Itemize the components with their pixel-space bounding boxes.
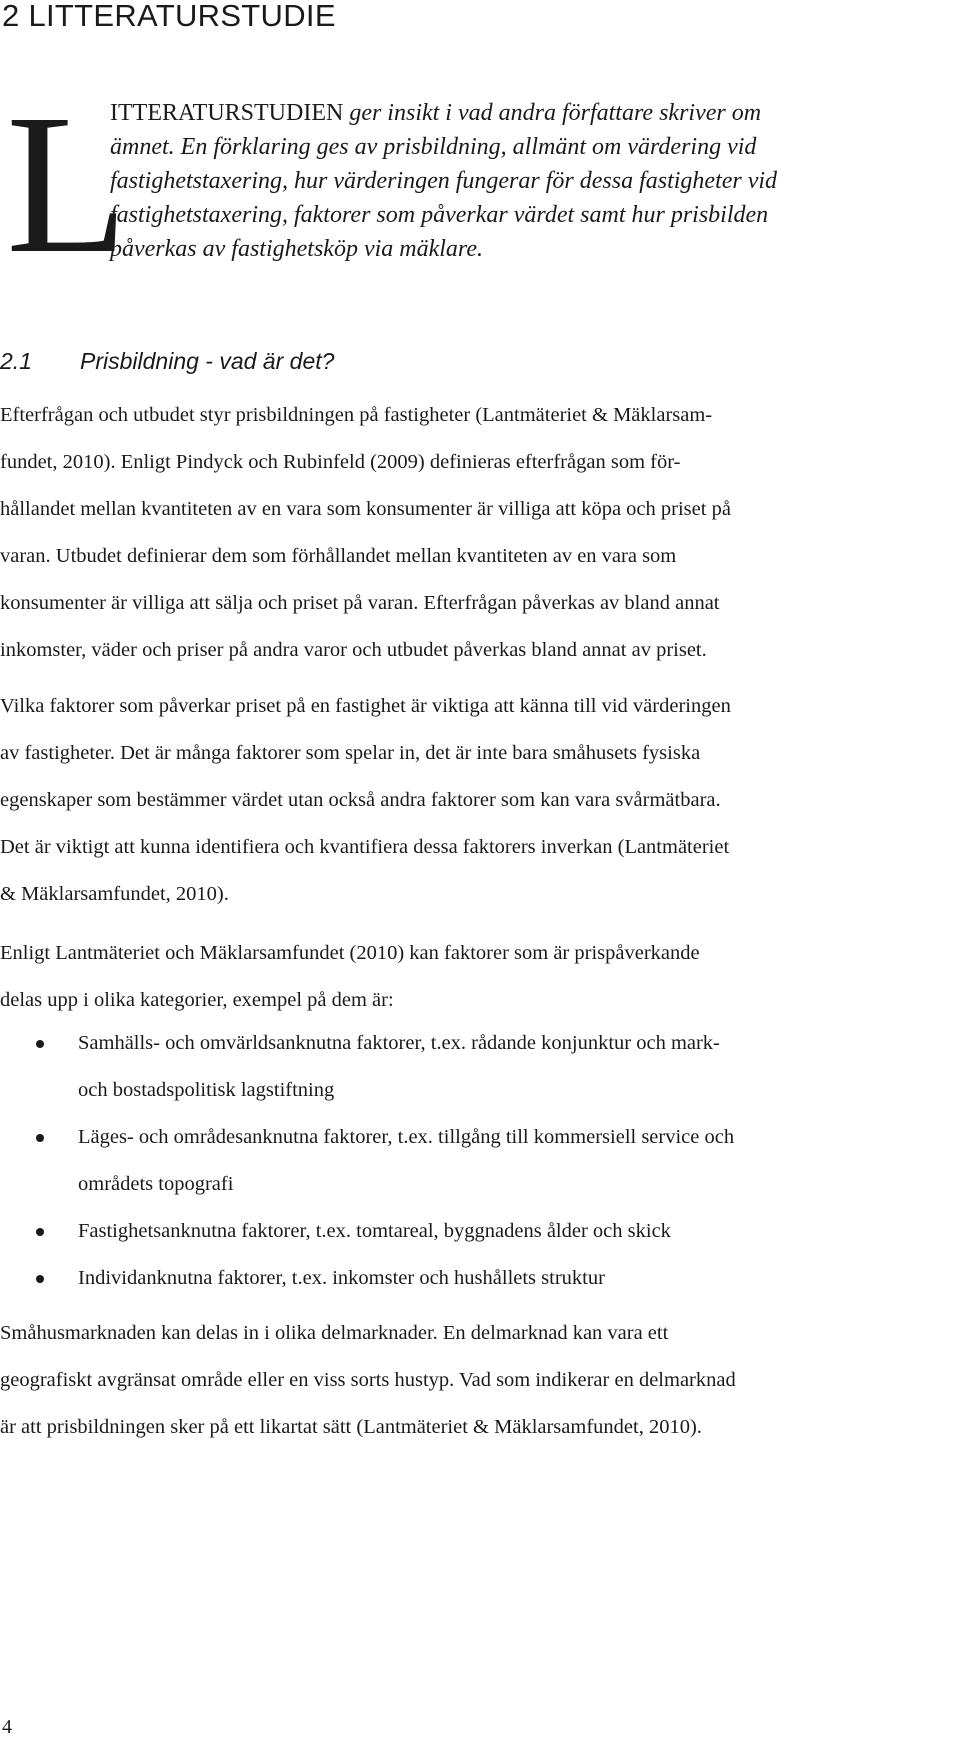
paragraph-line: av fastigheter. Det är många faktorer som spelar in, det är inte bara småhusets fysiska bbox=[0, 742, 701, 764]
paragraph-line: fundet, 2010). Enligt Pindyck och Rubinfeld (2009) definieras efterfrågan som för- bbox=[0, 451, 681, 473]
paragraph-line: Det är viktigt att kunna identifiera och kvantifiera dessa faktorers inverkan (Lantmäteriet bbox=[0, 836, 730, 858]
paragraph-line: egenskaper som bestämmer värdet utan också andra faktorer som kan vara svårmätbara. bbox=[0, 789, 721, 811]
intro-line: fastighetstaxering, faktorer som påverkar värdet samt hur prisbilden bbox=[110, 202, 769, 228]
list-item-line: Individanknutna faktorer, t.ex. inkomster och hushållets struktur bbox=[78, 1267, 605, 1289]
intro-line bbox=[110, 96, 960, 130]
bullet-icon bbox=[36, 1228, 44, 1236]
list-item-line: områdets topografi bbox=[78, 1173, 234, 1195]
paragraph-line: är att prisbildningen sker på ett likartat sätt (Lantmäteriet & Mäklarsamfundet, 2010). bbox=[0, 1416, 702, 1438]
page-number: 4 bbox=[2, 1716, 12, 1738]
list-item-line: Fastighetsanknutna faktorer, t.ex. tomtareal, byggnadens ålder och skick bbox=[78, 1220, 671, 1242]
paragraph-line: Efterfrågan och utbudet styr prisbildningen på fastigheter (Lantmäteriet & Mäklarsam- bbox=[0, 404, 713, 426]
intro-line: påverkas av fastighetsköp via mäklare. bbox=[110, 236, 484, 262]
list-item bbox=[0, 1020, 960, 1114]
paragraph-line: inkomster, väder och priser på andra varor och utbudet påverkas bland annat av priset. bbox=[0, 639, 707, 661]
section-heading bbox=[0, 348, 334, 375]
paragraph-line: varan. Utbudet definierar dem som förhållandet mellan kvantiteten av en vara som bbox=[0, 545, 677, 567]
intro-line: fastighetstaxering, hur värderingen fungerar för dessa fastigheter vid bbox=[110, 168, 778, 194]
intro-line-rest: ger insikt i vad andra författare skriver om bbox=[343, 100, 762, 126]
list-item bbox=[0, 1114, 960, 1208]
intro-line: ämnet. En förklaring ges av prisbildning, allmänt om värdering vid bbox=[110, 134, 757, 160]
list-item bbox=[0, 1208, 960, 1255]
list-item-line: Läges- och områdesanknutna faktorer, t.ex. tillgång till kommersiell service och bbox=[78, 1126, 735, 1148]
bullet-icon bbox=[36, 1134, 44, 1142]
chapter-title: 2 LITTERATURSTUDIE bbox=[2, 0, 336, 33]
paragraph-line: hållandet mellan kvantiteten av en vara som konsumenter är villiga att köpa och priset på bbox=[0, 498, 731, 520]
section-title-text: Prisbildning - vad är det? bbox=[80, 348, 335, 374]
paragraph-price-factors bbox=[0, 683, 960, 918]
paragraph-line: geografiskt avgränsat område eller en viss sorts hustyp. Vad som indikerar en delmarknad bbox=[0, 1369, 736, 1391]
paragraph-line: Enligt Lantmäteriet och Mäklarsamfundet (2010) kan faktorer som är prispåverkande bbox=[0, 942, 700, 964]
paragraph-line: & Mäklarsamfundet, 2010). bbox=[0, 883, 229, 905]
paragraph-supply-demand bbox=[0, 392, 960, 674]
chapter-intro bbox=[110, 96, 960, 266]
list-item-line: och bostadspolitisk lagstiftning bbox=[78, 1079, 335, 1101]
paragraph-submarkets bbox=[0, 1310, 960, 1451]
list-item bbox=[0, 1255, 960, 1302]
paragraph-line: Vilka faktorer som påverkar priset på en fastighet är viktiga att känna till vid värderingen bbox=[0, 695, 731, 717]
factor-category-list bbox=[0, 1020, 960, 1302]
bullet-icon bbox=[36, 1040, 44, 1048]
intro-lead-word: ITTERATURSTUDIEN bbox=[110, 100, 344, 126]
section-number: 2.1 bbox=[0, 348, 32, 374]
bullet-icon bbox=[36, 1275, 44, 1283]
list-item-line: Samhälls- och omvärldsanknutna faktorer, t.ex. rådande konjunktur och mark- bbox=[78, 1032, 720, 1054]
paragraph-categories-intro bbox=[0, 930, 960, 1024]
paragraph-line: delas upp i olika kategorier, exempel på dem är: bbox=[0, 989, 394, 1011]
drop-cap-letter: L bbox=[6, 74, 129, 295]
paragraph-line: Småhusmarknaden kan delas in i olika delmarknader. En delmarknad kan vara ett bbox=[0, 1322, 669, 1344]
paragraph-line: konsumenter är villiga att sälja och priset på varan. Efterfrågan påverkas av bland annat bbox=[0, 592, 720, 614]
